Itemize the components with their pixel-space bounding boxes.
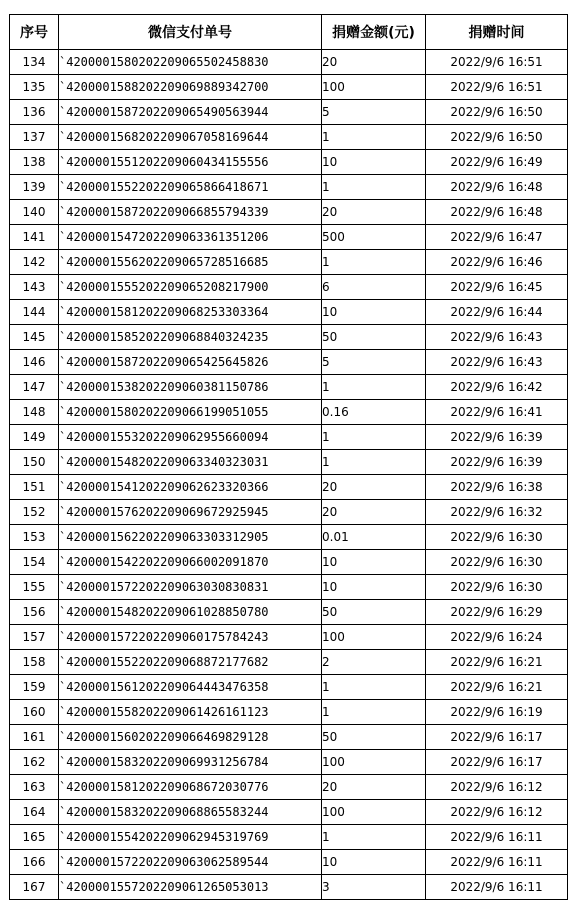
table-row: [10, 500, 568, 525]
seq-cell: 153: [10, 525, 59, 550]
seq-cell: 157: [10, 625, 59, 650]
table-row: [10, 300, 568, 325]
transaction-id-cell: `4200001587202209065425645826: [59, 350, 322, 375]
header-amount: 捐赠金额(元): [322, 15, 426, 50]
transaction-id-cell: `4200001556202209065728516685: [59, 250, 322, 275]
seq-cell: 160: [10, 700, 59, 725]
amount-cell: 1: [322, 250, 426, 275]
time-cell: 2022/9/6 16:41: [426, 400, 568, 425]
time-cell: 2022/9/6 16:43: [426, 325, 568, 350]
table-row: [10, 750, 568, 775]
transaction-id-cell: `4200001587202209066855794339: [59, 200, 322, 225]
seq-cell: 134: [10, 50, 59, 75]
transaction-id-cell: `4200001561202209064443476358: [59, 675, 322, 700]
table-row: [10, 250, 568, 275]
transaction-id-cell: `4200001562202209063303312905: [59, 525, 322, 550]
seq-cell: 139: [10, 175, 59, 200]
amount-cell: 20: [322, 475, 426, 500]
seq-cell: 159: [10, 675, 59, 700]
amount-cell: 1: [322, 450, 426, 475]
amount-cell: 20: [322, 775, 426, 800]
seq-cell: 164: [10, 800, 59, 825]
time-cell: 2022/9/6 16:24: [426, 625, 568, 650]
table-row: [10, 550, 568, 575]
amount-cell: 1: [322, 675, 426, 700]
table-row: [10, 150, 568, 175]
time-cell: 2022/9/6 16:48: [426, 175, 568, 200]
seq-cell: 162: [10, 750, 59, 775]
table-body: [10, 50, 568, 900]
table-row: [10, 625, 568, 650]
time-cell: 2022/9/6 16:11: [426, 875, 568, 900]
transaction-id-cell: `4200001583202209069931256784: [59, 750, 322, 775]
transaction-id-cell: `4200001548202209063340323031: [59, 450, 322, 475]
transaction-id-cell: `4200001581202209068253303364: [59, 300, 322, 325]
table-row: [10, 675, 568, 700]
transaction-id-cell: `4200001572202209063030830831: [59, 575, 322, 600]
transaction-id-cell: `4200001542202209066002091870: [59, 550, 322, 575]
table-row: [10, 650, 568, 675]
amount-cell: 0.01: [322, 525, 426, 550]
transaction-id-cell: `4200001538202209060381150786: [59, 375, 322, 400]
amount-cell: 100: [322, 800, 426, 825]
time-cell: 2022/9/6 16:30: [426, 575, 568, 600]
amount-cell: 3: [322, 875, 426, 900]
transaction-id-cell: `4200001581202209068672030776: [59, 775, 322, 800]
time-cell: 2022/9/6 16:47: [426, 225, 568, 250]
time-cell: 2022/9/6 16:21: [426, 675, 568, 700]
transaction-id-cell: `4200001552202209068872177682: [59, 650, 322, 675]
table-row: [10, 350, 568, 375]
seq-cell: 150: [10, 450, 59, 475]
time-cell: 2022/9/6 16:11: [426, 850, 568, 875]
time-cell: 2022/9/6 16:29: [426, 600, 568, 625]
time-cell: 2022/9/6 16:51: [426, 75, 568, 100]
amount-cell: 1: [322, 375, 426, 400]
time-cell: 2022/9/6 16:19: [426, 700, 568, 725]
seq-cell: 144: [10, 300, 59, 325]
amount-cell: 1: [322, 425, 426, 450]
header-transaction-id: 微信支付单号: [59, 15, 322, 50]
table-row: [10, 700, 568, 725]
transaction-id-cell: `4200001558202209061426161123: [59, 700, 322, 725]
time-cell: 2022/9/6 16:17: [426, 725, 568, 750]
time-cell: 2022/9/6 16:21: [426, 650, 568, 675]
seq-cell: 152: [10, 500, 59, 525]
transaction-id-cell: `4200001553202209062955660094: [59, 425, 322, 450]
time-cell: 2022/9/6 16:32: [426, 500, 568, 525]
seq-cell: 155: [10, 575, 59, 600]
transaction-id-cell: `4200001551202209060434155556: [59, 150, 322, 175]
time-cell: 2022/9/6 16:51: [426, 50, 568, 75]
transaction-id-cell: `4200001548202209061028850780: [59, 600, 322, 625]
seq-cell: 141: [10, 225, 59, 250]
amount-cell: 500: [322, 225, 426, 250]
table-row: [10, 525, 568, 550]
time-cell: 2022/9/6 16:39: [426, 425, 568, 450]
table-row: [10, 50, 568, 75]
table-row: [10, 400, 568, 425]
amount-cell: 100: [322, 75, 426, 100]
transaction-id-cell: `4200001560202209066469829128: [59, 725, 322, 750]
amount-cell: 100: [322, 750, 426, 775]
seq-cell: 140: [10, 200, 59, 225]
time-cell: 2022/9/6 16:44: [426, 300, 568, 325]
table-row: [10, 475, 568, 500]
time-cell: 2022/9/6 16:12: [426, 800, 568, 825]
header-seq: 序号: [10, 15, 59, 50]
amount-cell: 10: [322, 300, 426, 325]
transaction-id-cell: `4200001555202209065208217900: [59, 275, 322, 300]
header-time: 捐赠时间: [426, 15, 568, 50]
amount-cell: 100: [322, 625, 426, 650]
amount-cell: 10: [322, 575, 426, 600]
amount-cell: 50: [322, 600, 426, 625]
amount-cell: 1: [322, 825, 426, 850]
table-row: [10, 800, 568, 825]
table-row: [10, 200, 568, 225]
amount-cell: 10: [322, 850, 426, 875]
time-cell: 2022/9/6 16:11: [426, 825, 568, 850]
amount-cell: 5: [322, 350, 426, 375]
time-cell: 2022/9/6 16:12: [426, 775, 568, 800]
seq-cell: 167: [10, 875, 59, 900]
table-row: [10, 875, 568, 900]
seq-cell: 136: [10, 100, 59, 125]
transaction-id-cell: `4200001541202209062623320366: [59, 475, 322, 500]
amount-cell: 0.16: [322, 400, 426, 425]
seq-cell: 161: [10, 725, 59, 750]
table-row: [10, 125, 568, 150]
amount-cell: 50: [322, 325, 426, 350]
transaction-id-cell: `4200001580202209066199051055: [59, 400, 322, 425]
transaction-id-cell: `4200001557202209061265053013: [59, 875, 322, 900]
amount-cell: 1: [322, 700, 426, 725]
time-cell: 2022/9/6 16:38: [426, 475, 568, 500]
seq-cell: 149: [10, 425, 59, 450]
seq-cell: 148: [10, 400, 59, 425]
table-row: [10, 375, 568, 400]
table-row: [10, 575, 568, 600]
time-cell: 2022/9/6 16:30: [426, 550, 568, 575]
amount-cell: 50: [322, 725, 426, 750]
amount-cell: 20: [322, 50, 426, 75]
table-row: [10, 600, 568, 625]
time-cell: 2022/9/6 16:50: [426, 100, 568, 125]
seq-cell: 158: [10, 650, 59, 675]
amount-cell: 10: [322, 150, 426, 175]
seq-cell: 147: [10, 375, 59, 400]
table-row: [10, 725, 568, 750]
seq-cell: 166: [10, 850, 59, 875]
transaction-id-cell: `4200001585202209068840324235: [59, 325, 322, 350]
amount-cell: 6: [322, 275, 426, 300]
time-cell: 2022/9/6 16:45: [426, 275, 568, 300]
table-row: [10, 275, 568, 300]
seq-cell: 163: [10, 775, 59, 800]
transaction-id-cell: `4200001547202209063361351206: [59, 225, 322, 250]
amount-cell: 5: [322, 100, 426, 125]
time-cell: 2022/9/6 16:17: [426, 750, 568, 775]
amount-cell: 1: [322, 175, 426, 200]
seq-cell: 137: [10, 125, 59, 150]
seq-cell: 143: [10, 275, 59, 300]
time-cell: 2022/9/6 16:43: [426, 350, 568, 375]
table-row: [10, 425, 568, 450]
transaction-id-cell: `4200001580202209065502458830: [59, 50, 322, 75]
table-header: [10, 15, 568, 50]
seq-cell: 138: [10, 150, 59, 175]
time-cell: 2022/9/6 16:42: [426, 375, 568, 400]
transaction-id-cell: `4200001554202209062945319769: [59, 825, 322, 850]
time-cell: 2022/9/6 16:50: [426, 125, 568, 150]
donation-table: [9, 14, 568, 900]
table-row: [10, 75, 568, 100]
header-row: [10, 15, 568, 50]
transaction-id-cell: `4200001583202209068865583244: [59, 800, 322, 825]
time-cell: 2022/9/6 16:46: [426, 250, 568, 275]
table-row: [10, 450, 568, 475]
amount-cell: 2: [322, 650, 426, 675]
seq-cell: 154: [10, 550, 59, 575]
table-row: [10, 850, 568, 875]
seq-cell: 146: [10, 350, 59, 375]
table-row: [10, 100, 568, 125]
seq-cell: 156: [10, 600, 59, 625]
transaction-id-cell: `4200001572202209060175784243: [59, 625, 322, 650]
table-row: [10, 775, 568, 800]
time-cell: 2022/9/6 16:49: [426, 150, 568, 175]
transaction-id-cell: `4200001576202209069672925945: [59, 500, 322, 525]
time-cell: 2022/9/6 16:48: [426, 200, 568, 225]
seq-cell: 142: [10, 250, 59, 275]
transaction-id-cell: `4200001572202209063062589544: [59, 850, 322, 875]
seq-cell: 135: [10, 75, 59, 100]
transaction-id-cell: `4200001552202209065866418671: [59, 175, 322, 200]
amount-cell: 1: [322, 125, 426, 150]
seq-cell: 151: [10, 475, 59, 500]
transaction-id-cell: `4200001587202209065490563944: [59, 100, 322, 125]
table-row: [10, 225, 568, 250]
amount-cell: 20: [322, 200, 426, 225]
seq-cell: 145: [10, 325, 59, 350]
table-row: [10, 325, 568, 350]
time-cell: 2022/9/6 16:39: [426, 450, 568, 475]
transaction-id-cell: `4200001588202209069889342700: [59, 75, 322, 100]
table-row: [10, 175, 568, 200]
transaction-id-cell: `4200001568202209067058169644: [59, 125, 322, 150]
table-row: [10, 825, 568, 850]
time-cell: 2022/9/6 16:30: [426, 525, 568, 550]
amount-cell: 20: [322, 500, 426, 525]
seq-cell: 165: [10, 825, 59, 850]
amount-cell: 10: [322, 550, 426, 575]
